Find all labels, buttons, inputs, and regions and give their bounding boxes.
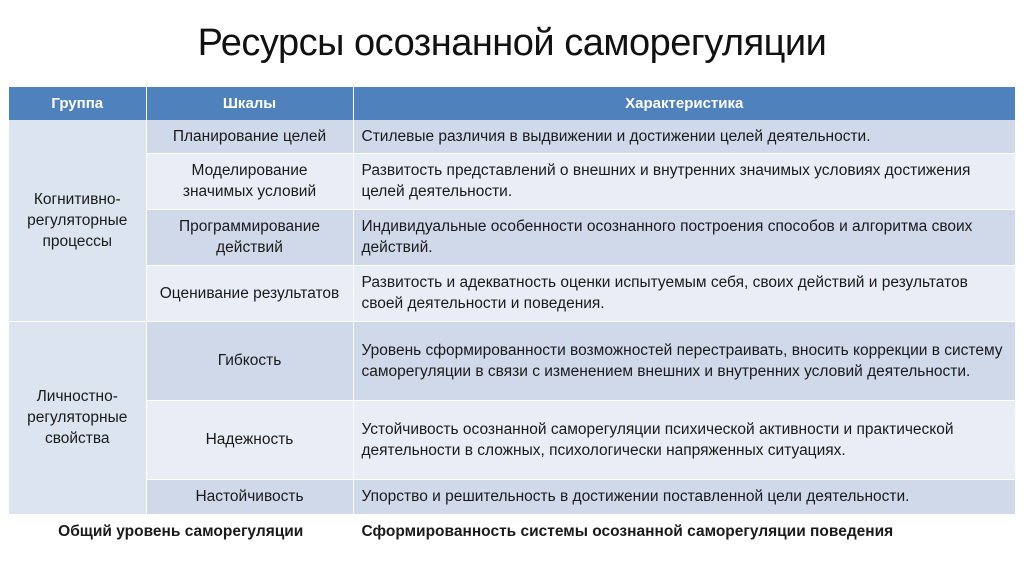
summary-label: Общий уровень саморегуляции xyxy=(9,515,353,548)
table-header-row xyxy=(9,87,1015,120)
characteristic-cell: Упорство и решительность в достижении поставленной цели деятельности. xyxy=(353,479,1015,515)
characteristic-cell: Развитость представлений о внешних и внутренних значимых условиях достижения целей деятельности. xyxy=(353,153,1015,209)
table-row xyxy=(9,400,1015,479)
scale-cell: Моделирование значимых условий xyxy=(146,153,353,209)
resources-table xyxy=(9,87,1016,549)
scale-cell: Планирование целей xyxy=(146,120,353,153)
characteristic-cell: Устойчивость осознанной саморегуляции психической активности и практической деятельности в сложных, психологически напряженных ситуациях. xyxy=(353,400,1015,479)
summary-characteristic: Сформированность системы осознанной саморегуляции поведения xyxy=(353,515,1015,548)
page-title: Ресурсы осознанной саморегуляции xyxy=(197,22,827,64)
group-cell-cognitive: Когнитивно-регуляторные процессы xyxy=(9,120,146,321)
characteristic-cell: Уровень сформированности возможностей перестраивать, вносить коррекции в систему саморегуляции в связи с изменением внешних и внутренних условий деятельности. xyxy=(353,321,1015,400)
table-row xyxy=(9,479,1015,515)
characteristic-cell: Индивидуальные особенности осознанного построения способов и алгоритма своих действий. xyxy=(353,209,1015,265)
scale-cell: Настойчивость xyxy=(146,479,353,515)
table-row xyxy=(9,153,1015,209)
scale-cell: Надежность xyxy=(146,400,353,479)
scale-cell: Оценивание результатов xyxy=(146,265,353,321)
scale-cell: Гибкость xyxy=(146,321,353,400)
characteristic-cell: Развитость и адекватность оценки испытуемым себя, своих действий и результатов своей деятельности и поведения. xyxy=(353,265,1015,321)
column-header-scales: Шкалы xyxy=(146,87,353,120)
table-row xyxy=(9,120,1015,153)
summary-row xyxy=(9,515,1015,548)
characteristic-cell: Стилевые различия в выдвижении и достижении целей деятельности. xyxy=(353,120,1015,153)
column-header-group: Группа xyxy=(9,87,146,120)
column-header-characteristic: Характеристика xyxy=(353,87,1015,120)
group-cell-personal: Личностно-регуляторные свойства xyxy=(9,321,146,515)
table-row xyxy=(9,265,1015,321)
scale-cell: Программирование действий xyxy=(146,209,353,265)
table-row xyxy=(9,321,1015,400)
table-row xyxy=(9,209,1015,265)
